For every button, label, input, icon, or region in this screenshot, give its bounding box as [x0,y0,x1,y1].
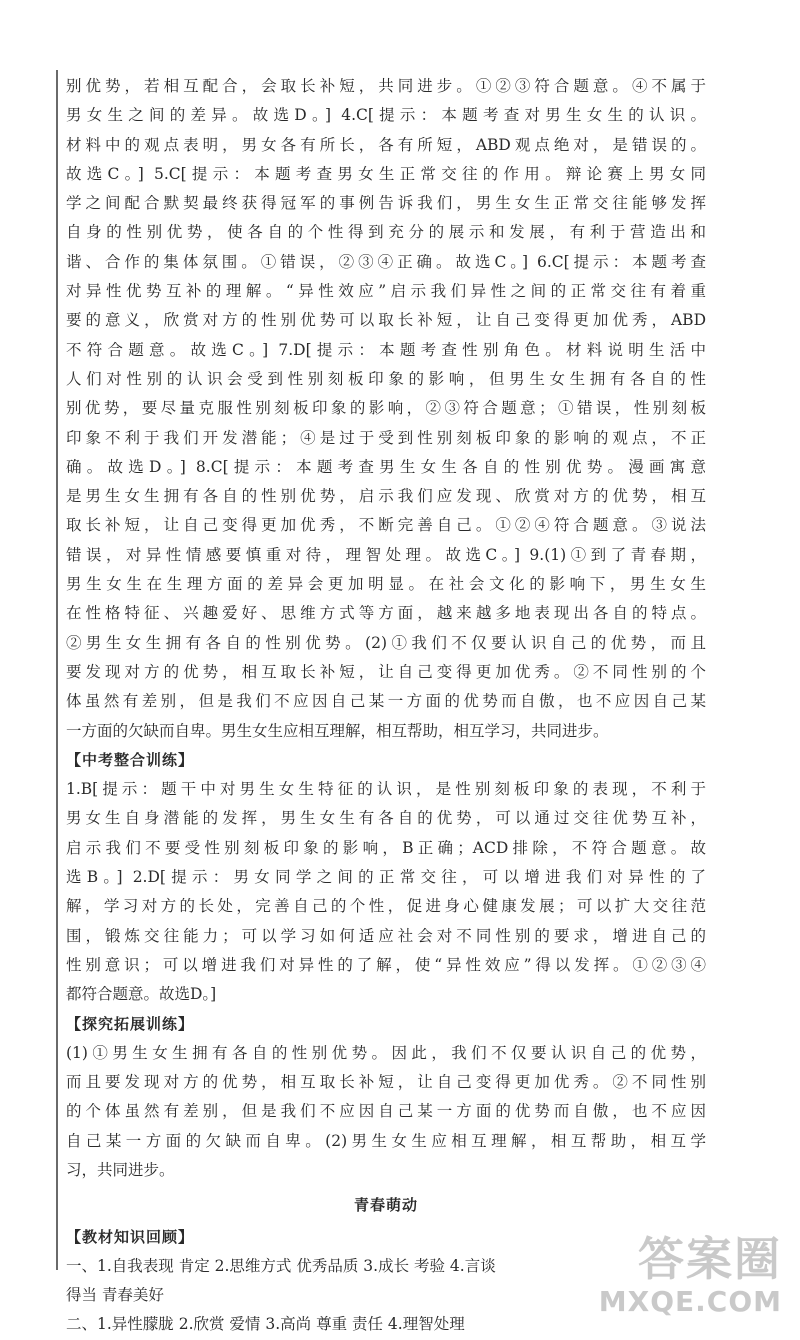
text-line: ②男生女生拥有各自的性别优势。(2)①我们不仅要认识自己的优势，而且 [66,633,706,652]
text-line: 二、1.异性朦胧 2.欣赏 爱情 3.高尚 尊重 责任 4.理智处理 [66,1315,465,1334]
text-line: 的个体虽然有差别，但是我们不应因自己某一方面的优势而自傲，也不应因 [66,1102,706,1121]
section-heading-zhongkao: 【中考整合训练】 [66,750,195,769]
watermark-logo [598,1232,782,1318]
text-line: (1)①男生女生拥有各自的性别优势。因此，我们不仅要认识自己的优势， [66,1043,706,1062]
text-line: 一、1.自我表现 肯定 2.思维方式 优秀品质 3.成长 考验 4.言谈 [66,1256,496,1275]
text-line: 在性格特征、兴趣爱好、思维方式等方面，越来越多地表现出各自的特点。 [66,604,706,623]
answer-page [66,72,706,1340]
text-line: 习，共同进步。 [66,1160,175,1179]
section-zhongkao [66,746,706,1010]
text-line: 人们对性别的认识会受到性别刻板印象的影响，但男生女生拥有各自的性 [66,369,706,388]
text-line: 男女生自身潜能的发挥，男生女生有各自的优势，可以通过交往优势互补， [66,809,706,828]
text-line: 自身的性别优势，使各自的个性得到充分的展示和发展，有利于营造出和 [66,223,706,242]
section-tanjiu [66,1010,706,1186]
section-heading-tanjiu: 【探究拓展训练】 [66,1014,195,1033]
text-line: 印象不利于我们开发潜能；④是过于受到性别刻板印象的影响的观点，不正 [66,428,706,447]
text-line: 得当 青春美好 [66,1286,164,1305]
text-line: 启示我们不要受性别刻板印象的影响，B正确；ACD排除，不符合题意。故 [66,838,706,857]
text-line: 别优势，要尽量克服性别刻板印象的影响，②③符合题意；①错误，性别刻板 [66,399,706,418]
text-line: 材料中的观点表明，男女各有所长，各有所短，ABD观点绝对，是错误的。 [66,135,706,154]
text-line: 自己某一方面的欠缺而自卑。(2)男生女生应相互理解，相互帮助，相互学 [66,1131,706,1150]
text-line: 故选C。] 5.C[提示：本题考查男女生正常交往的作用。辩论赛上男女同 [66,164,706,183]
text-line: 体虽然有差别，但是我们不应因自己某一方面的优势而自傲，也不应因自己某 [66,692,706,711]
text-line: 谐、合作的集体氛围。①错误，②③④正确。故选C。] 6.C[提示：本题考查 [66,252,706,271]
text-line: 要发现对方的优势，相互取长补短，让自己变得更加优秀。②不同性别的个 [66,662,706,681]
text-line: 都符合题意。故选D。] [66,985,217,1004]
text-line: 围，锻炼交往能力；可以学习如何适应社会对不同性别的要求，增进自己的 [66,926,706,945]
text-line: 对异性优势互补的理解。“异性效应”启示我们异性之间的正常交往有着重 [66,282,706,301]
margin-rule [56,70,58,1270]
section-tanjiu-body [66,1039,706,1185]
section-heading-jiaocai: 【教材知识回顾】 [66,1227,195,1246]
text-line: 性别意识；可以增进我们对异性的了解，使“异性效应”得以发挥。①②③④ [66,955,706,974]
text-line: 男生女生在生理方面的差异会更加明显。在社会文化的影响下，男生女生 [66,575,706,594]
answer-paragraph-1 [66,72,706,746]
text-line: 是男生女生拥有各自的性别优势，启示我们应发现、欣赏对方的优势，相互 [66,487,706,506]
text-line: 学之间配合默契最终获得冠军的事例告诉我们，男生女生正常交往能够发挥 [66,194,706,213]
text-line: 别优势，若相互配合，会取长补短，共同进步。①②③符合题意。④不属于 [66,77,706,95]
lesson-title: 青春萌动 [353,1196,418,1215]
text-line: 取长补短，让自己变得更加优秀，不断完善自己。①②④符合题意。③说法 [66,516,706,535]
watermark-url: MXQE.COM [598,1285,782,1318]
text-line: 不符合题意。故选C。] 7.D[提示：本题考查性别角色。材料说明生活中 [66,340,706,359]
text-line: 1.B[提示：题干中对男生女生特征的认识，是性别刻板印象的表现，不利于 [66,780,706,799]
text-line: 而且要发现对方的优势，相互取长补短，让自己变得更加优秀。②不同性别 [66,1073,706,1092]
text-line: 解，学习对方的长处，完善自己的个性，促进身心健康发展；可以扩大交往范 [66,897,706,916]
section-zhongkao-body [66,775,706,1009]
text-line: 一方面的欠缺而自卑。男生女生应相互理解，相互帮助，相互学习，共同进步。 [66,721,609,740]
text-line: 要的意义，欣赏对方的性别优势可以取长补短，让自己变得更加优秀，ABD [66,311,706,330]
text-line: 确。故选D。] 8.C[提示：本题考查男生女生各自的性别优势。漫画寓意 [66,457,706,476]
text-line: 男女生之间的差异。故选D。] 4.C[提示：本题考查对男生女生的认识。 [66,106,706,125]
text-line: 错误，对异性情感要慎重对待，理智处理。故选C。] 9.(1)①到了青春期， [66,545,706,564]
watermark-text: 答案圈 [638,1232,782,1286]
text-line: 选B。] 2.D[提示：男女同学之间的正常交往，可以增进我们对异性的了 [66,868,706,887]
